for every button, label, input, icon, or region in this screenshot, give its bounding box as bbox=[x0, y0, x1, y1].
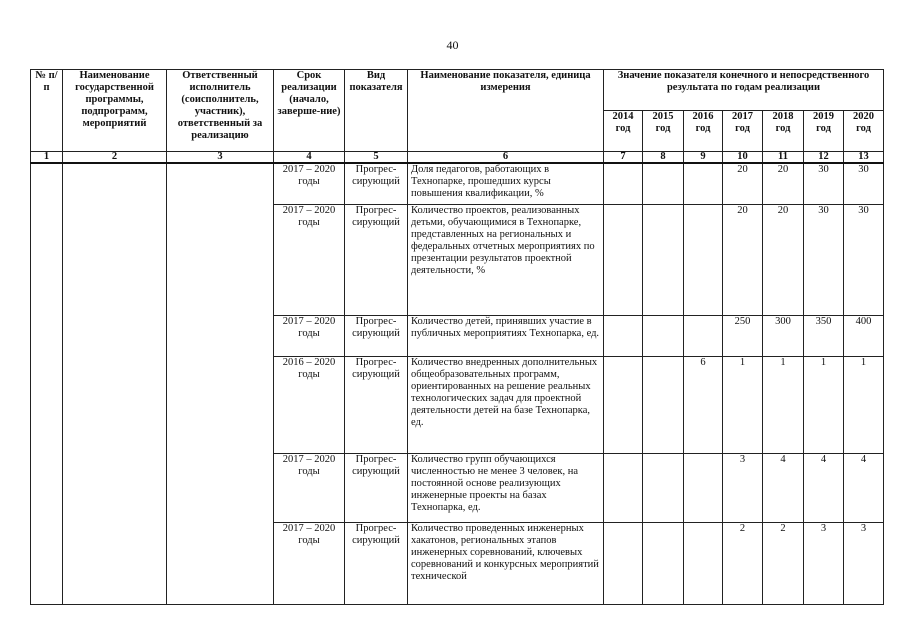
value-cell: 400 bbox=[844, 315, 884, 356]
value-cell: 20 bbox=[763, 163, 804, 204]
value-cell bbox=[643, 453, 684, 522]
header-year: 2018 год bbox=[763, 111, 804, 152]
header-num: № п/п bbox=[31, 70, 63, 152]
indicator-cell: Количество проведенных инженерных хакатонов, региональных этапов инженерных соревнований, ключевых соревнований и конкурсных мероприятий технической bbox=[408, 522, 604, 604]
value-cell: 250 bbox=[723, 315, 763, 356]
period-cell: 2017 – 2020 годы bbox=[274, 315, 345, 356]
period-cell: 2017 – 2020 годы bbox=[274, 163, 345, 204]
value-cell: 30 bbox=[844, 163, 884, 204]
value-cell: 20 bbox=[723, 204, 763, 315]
indicator-cell: Количество проектов, реализованных детьми, обучающимися в Технопарке, представленных на региональных и федеральных отчетных мероприятиях по презентации результатов проектной деятельности, % bbox=[408, 204, 604, 315]
header-year: 2017 год bbox=[723, 111, 763, 152]
value-cell: 20 bbox=[763, 204, 804, 315]
value-cell: 1 bbox=[804, 356, 844, 453]
value-cell bbox=[643, 163, 684, 204]
header-period: Срок реализации (начало, заверше-ние) bbox=[274, 70, 345, 152]
type-cell: Прогрес-сирующий bbox=[345, 315, 408, 356]
value-cell bbox=[684, 204, 723, 315]
value-cell bbox=[604, 356, 643, 453]
indicator-cell: Количество внедренных дополнительных общеобразовательных программ, ориентированных на решение реальных технологических задач для проектной деятельности детей на базе Технопарка, ед. bbox=[408, 356, 604, 453]
value-cell bbox=[643, 204, 684, 315]
value-cell bbox=[684, 522, 723, 604]
column-number: 12 bbox=[804, 152, 844, 164]
header-year: 2015 год bbox=[643, 111, 684, 152]
period-cell: 2017 – 2020 годы bbox=[274, 204, 345, 315]
value-cell: 1 bbox=[844, 356, 884, 453]
type-cell: Прогрес-сирующий bbox=[345, 356, 408, 453]
column-number: 11 bbox=[763, 152, 804, 164]
header-program: Наименование государственной программы, подпрограмм, мероприятий bbox=[63, 70, 167, 152]
executor-cell bbox=[167, 163, 274, 604]
value-cell: 3 bbox=[723, 453, 763, 522]
value-cell: 3 bbox=[844, 522, 884, 604]
value-cell bbox=[604, 315, 643, 356]
indicator-cell: Доля педагогов, работающих в Технопарке, прошедших курсы повышения квалификации, % bbox=[408, 163, 604, 204]
indicator-cell: Количество групп обучающихся численностью не менее 3 человек, на постоянной основе реализующих инженерные проекты на базах Технопарка, ед. bbox=[408, 453, 604, 522]
num-cell bbox=[31, 163, 63, 604]
value-cell: 30 bbox=[844, 204, 884, 315]
period-cell: 2017 – 2020 годы bbox=[274, 522, 345, 604]
column-number: 1 bbox=[31, 152, 63, 164]
value-cell: 2 bbox=[763, 522, 804, 604]
page-number: 40 bbox=[446, 38, 459, 52]
value-cell: 1 bbox=[763, 356, 804, 453]
header-type: Вид показателя bbox=[345, 70, 408, 152]
value-cell bbox=[604, 204, 643, 315]
type-cell: Прогрес-сирующий bbox=[345, 522, 408, 604]
column-number: 4 bbox=[274, 152, 345, 164]
column-number: 9 bbox=[684, 152, 723, 164]
value-cell: 4 bbox=[763, 453, 804, 522]
value-cell bbox=[684, 315, 723, 356]
type-cell: Прогрес-сирующий bbox=[345, 163, 408, 204]
value-cell bbox=[604, 522, 643, 604]
value-cell bbox=[604, 453, 643, 522]
column-number: 10 bbox=[723, 152, 763, 164]
column-number: 2 bbox=[63, 152, 167, 164]
type-cell: Прогрес-сирующий bbox=[345, 453, 408, 522]
value-cell: 6 bbox=[684, 356, 723, 453]
indicator-cell: Количество детей, принявших участие в публичных мероприятиях Технопарка, ед. bbox=[408, 315, 604, 356]
value-cell bbox=[643, 356, 684, 453]
period-cell: 2017 – 2020 годы bbox=[274, 453, 345, 522]
value-cell bbox=[643, 522, 684, 604]
value-cell bbox=[684, 163, 723, 204]
value-cell: 2 bbox=[723, 522, 763, 604]
table-row bbox=[31, 163, 884, 204]
indicators-table bbox=[30, 69, 884, 605]
column-number: 3 bbox=[167, 152, 274, 164]
program-cell bbox=[63, 163, 167, 604]
column-number: 6 bbox=[408, 152, 604, 164]
value-cell: 3 bbox=[804, 522, 844, 604]
value-cell: 300 bbox=[763, 315, 804, 356]
column-number: 5 bbox=[345, 152, 408, 164]
header-year: 2019 год bbox=[804, 111, 844, 152]
value-cell: 30 bbox=[804, 163, 844, 204]
type-cell: Прогрес-сирующий bbox=[345, 204, 408, 315]
value-cell: 350 bbox=[804, 315, 844, 356]
value-cell: 4 bbox=[844, 453, 884, 522]
header-indicator: Наименование показателя, единица измерения bbox=[408, 70, 604, 152]
period-cell: 2016 – 2020 годы bbox=[274, 356, 345, 453]
header-values-group: Значение показателя конечного и непосредственного результата по годам реализации bbox=[604, 70, 884, 111]
value-cell bbox=[643, 315, 684, 356]
value-cell: 20 bbox=[723, 163, 763, 204]
column-number: 7 bbox=[604, 152, 643, 164]
value-cell bbox=[684, 453, 723, 522]
column-number: 8 bbox=[643, 152, 684, 164]
header-year: 2014 год bbox=[604, 111, 643, 152]
value-cell: 1 bbox=[723, 356, 763, 453]
header-year: 2020 год bbox=[844, 111, 884, 152]
header-year: 2016 год bbox=[684, 111, 723, 152]
value-cell: 4 bbox=[804, 453, 844, 522]
value-cell bbox=[604, 163, 643, 204]
header-executor: Ответственный исполнитель (соисполнитель, участник), ответственный за реализацию bbox=[167, 70, 274, 152]
column-number: 13 bbox=[844, 152, 884, 164]
value-cell: 30 bbox=[804, 204, 844, 315]
